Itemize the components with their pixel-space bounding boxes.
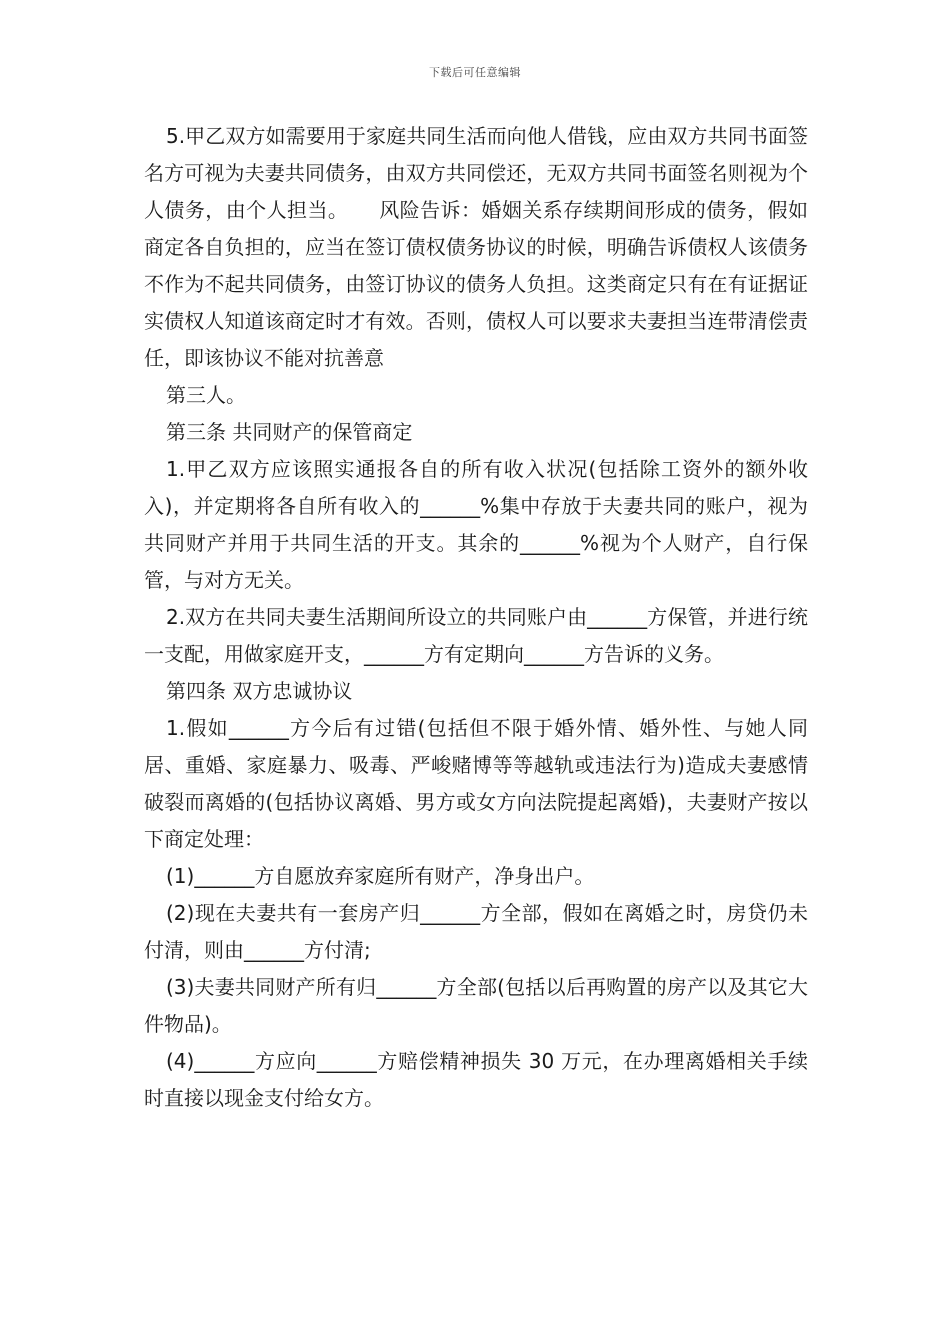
paragraph-third-party: 第三人。 [166, 383, 246, 407]
list-item-2: (2)现在夫妻共有一套房产归______方全部，假如在离婚之时，房贷仍未付清，则由______方付清; [144, 901, 808, 962]
document-body [144, 118, 808, 1117]
list-item-1: (1)______方自愿放弃家庭所有财产，净身出户。 [166, 864, 595, 888]
paragraph-debt-clause: 5.甲乙双方如需要用于家庭共同生活而向他人借钱，应由双方共同书面签名方可视为夫妻共同债务，由双方共同偿还，无双方共同书面签名则视为个人债务，由个人担当。 风险告诉：婚姻关系存续期间形成的债务，假如商定各自负担的，应当在签订债权债务协议的时候，明确告诉债权人该债务不作为不起共同债务，由签订协议的债务人负担。这类商定只有在有证据证实债权人知道该商定时才有效。否则，债权人可以要求夫妻担当连带清偿责任，即该协议不能对抗善意 [144, 124, 808, 370]
paragraph-income-report: 1.甲乙双方应该照实通报各自的所有收入状况(包括除工资外的额外收入)，并定期将各自所有收入的______%集中存放于夫妻共同的账户，视为共同财产并用于共同生活的开支。其余的______%视为个人财产，自行保管，与对方无关。 [144, 457, 808, 592]
list-item-4: (4)______方应向______方赔偿精神损失 30 万元，在办理离婚相关手续时直接以现金支付给女方。 [144, 1049, 808, 1110]
paragraph-fault-clause: 1.假如______方今后有过错(包括但不限于婚外情、婚外性、与她人同居、重婚、家庭暴力、吸毒、严峻赌博等等越轨或违法行为)造成夫妻感情破裂而离婚的(包括协议离婚、男方或女方向法院提起离婚)，夫妻财产按以下商定处理： [144, 716, 808, 851]
section-heading-article-3: 第三条 共同财产的保管商定 [166, 420, 413, 444]
page-header: 下载后可任意编辑 [429, 66, 521, 79]
paragraph-joint-account: 2.双方在共同夫妻生活期间所设立的共同账户由______方保管，并进行统一支配，用做家庭开支，______方有定期向______方告诉的义务。 [144, 605, 808, 666]
list-item-3: (3)夫妻共同财产所有归______方全部(包括以后再购置的房产以及其它大件物品)。 [144, 975, 808, 1036]
section-heading-article-4: 第四条 双方忠诚协议 [166, 679, 353, 703]
